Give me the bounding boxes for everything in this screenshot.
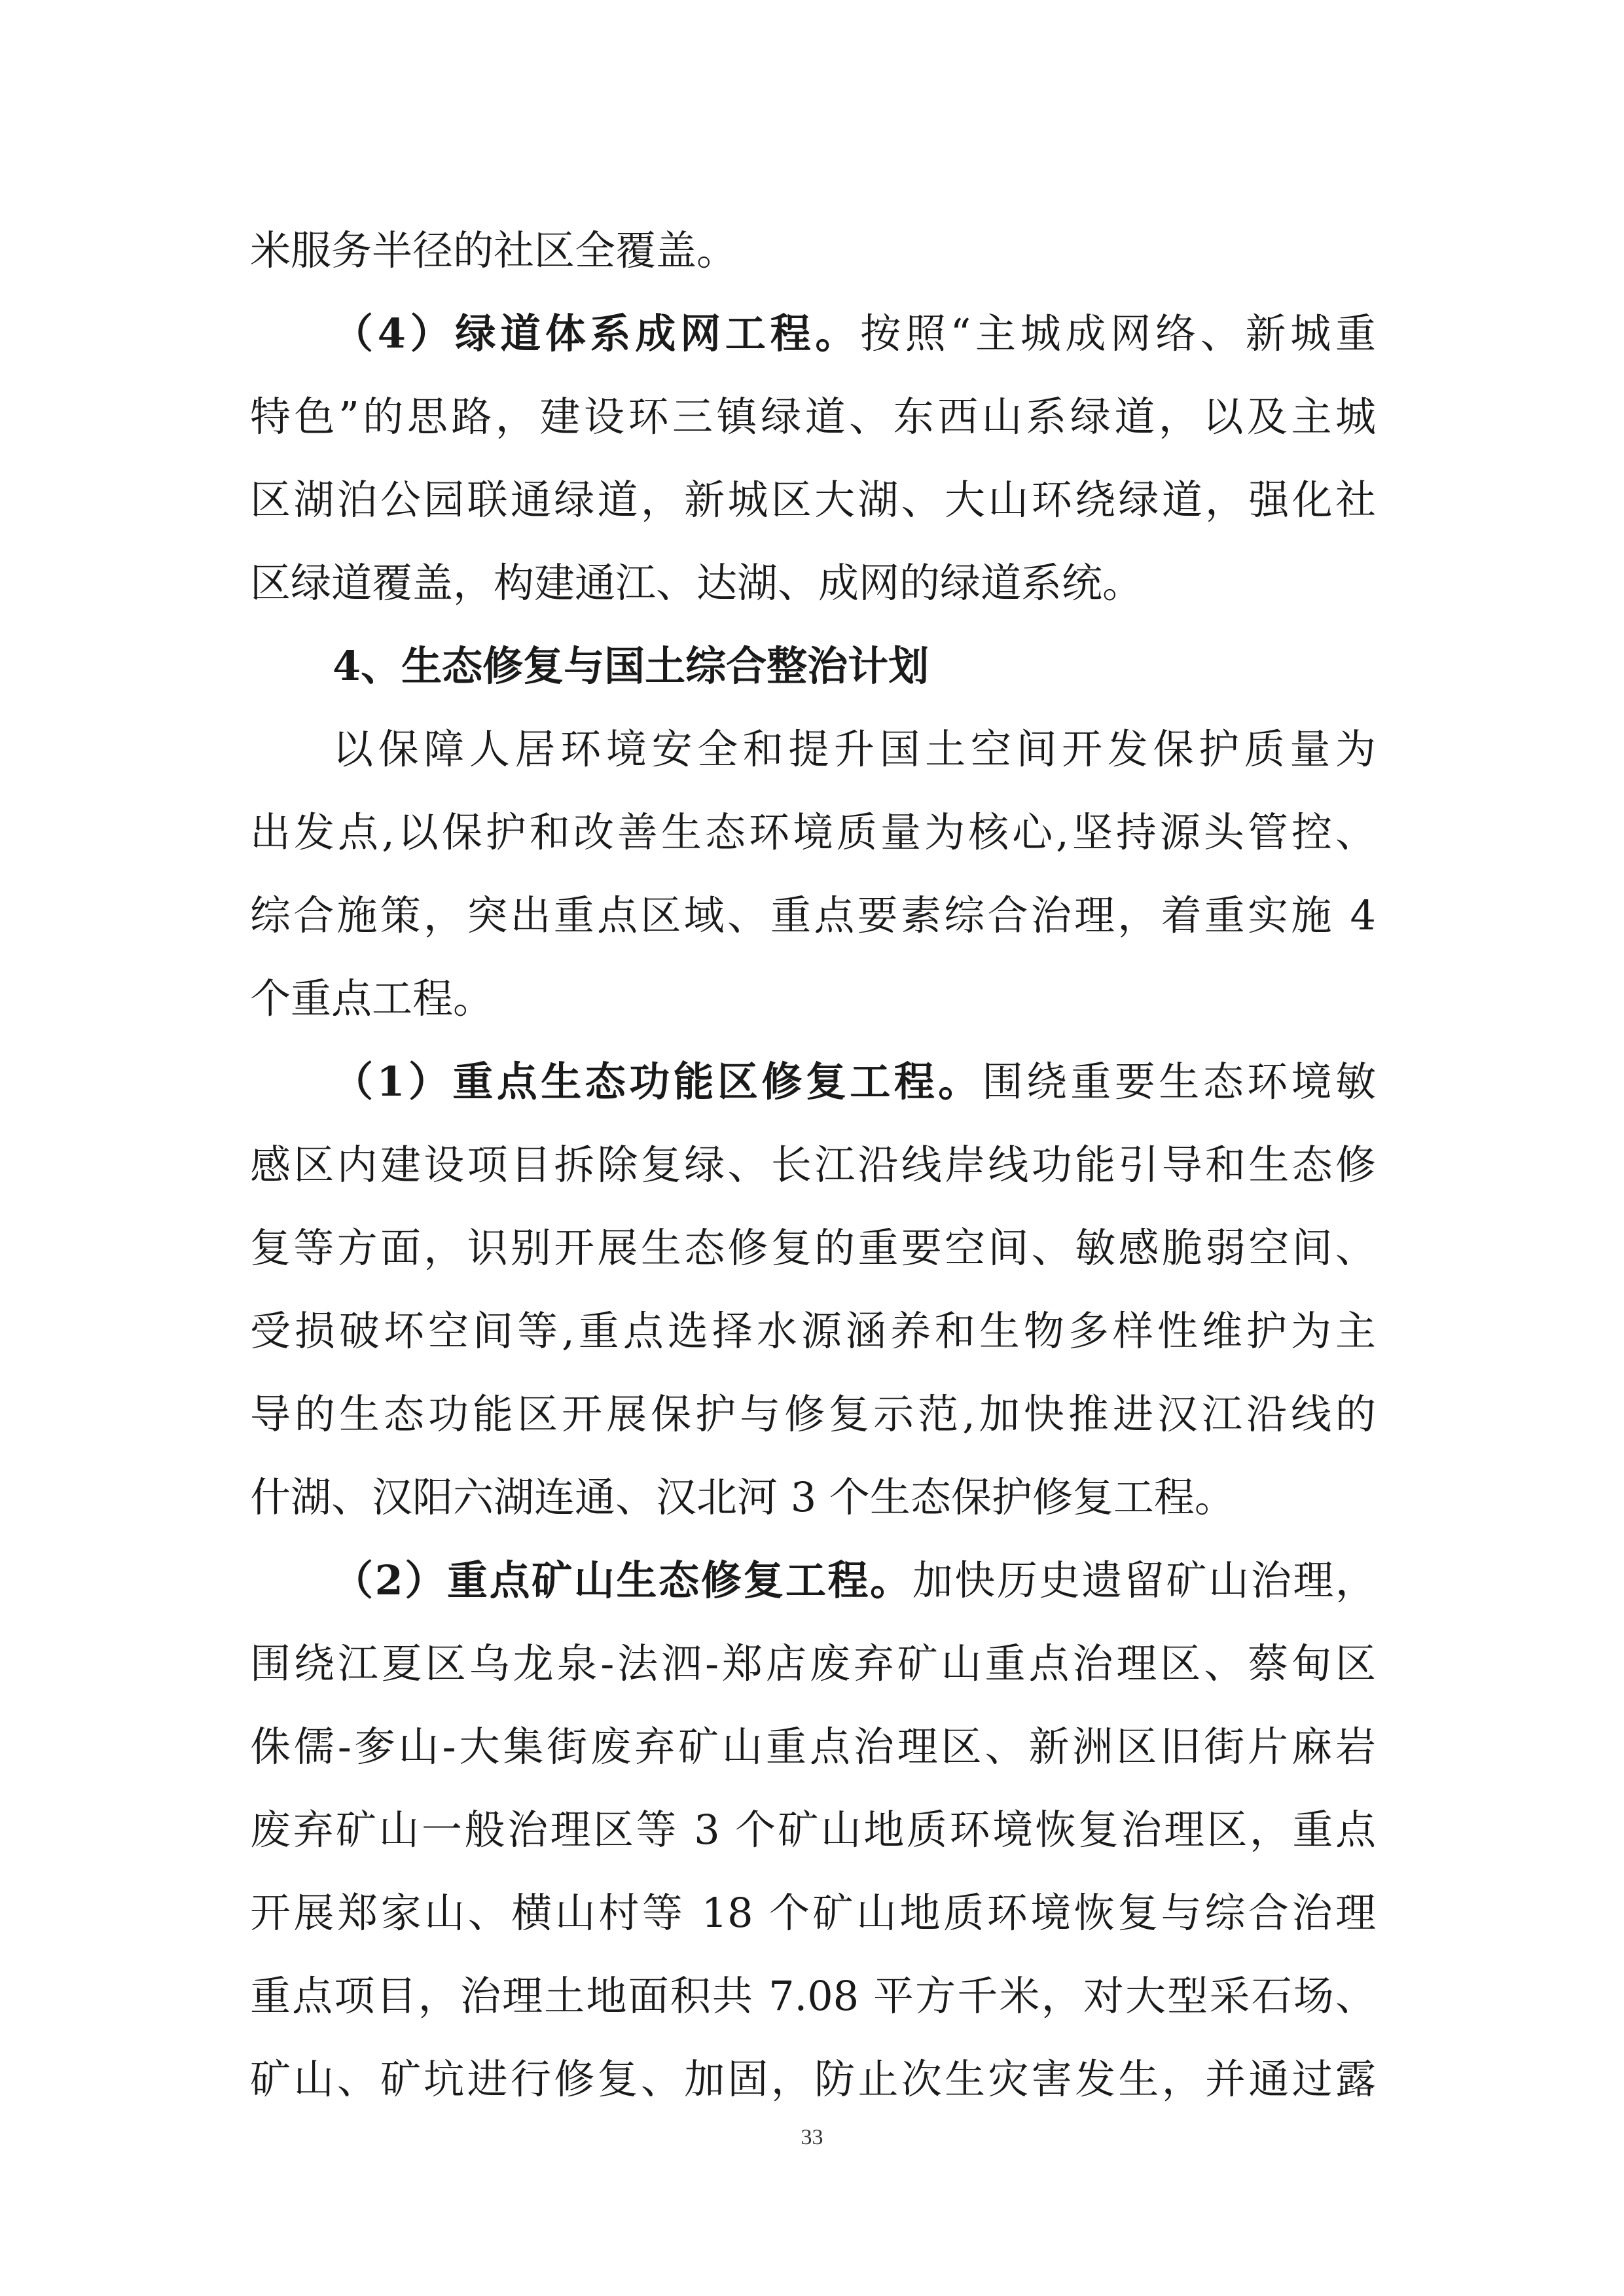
line-text: 围绕重要生态环境敏 [982,1058,1376,1105]
line-text: 区湖泊公园联通绿道，新城区大湖、大山环绕绿道，强化社 [250,476,1376,524]
line-text: 围绕江夏区乌龙泉-法泗-郑店废弃矿山重点治理区、蔡甸区 [250,1640,1376,1687]
paragraph-line [333,707,1376,792]
line-text: 复等方面，识别开展生态修复的重要空间、敏感脆弱空间、 [250,1224,1376,1272]
line-text: 什湖、汉阳六湖连通、汉北河 3 个生态保护修复工程。 [250,1473,1235,1521]
paragraph-line [250,457,1376,543]
page-number: 33 [801,2125,823,2149]
line-text: 侏儒-奓山-大集街废弃矿山重点治理区、新洲区旧街片麻岩 [250,1723,1376,1770]
paragraph-line [250,790,1376,875]
line-text: 加快历史遗留矿山治理， [912,1556,1376,1604]
paragraph-line [250,956,1376,1041]
line-text: 特色”的思路，建设环三镇绿道、东西山系绿道，以及主城 [250,393,1376,440]
line-text: 综合施策，突出重点区域、重点要素综合治理，着重实施 4 [250,891,1376,939]
paragraph-line [250,873,1376,958]
subheading-bold: （1）重点生态功能区修复工程。 [333,1058,983,1105]
heading-text: 4、生态修复与国土综合整治计划 [333,642,929,690]
line-text: 开展郑家山、横山村等 18 个矿山地质环境恢复与综合治理 [250,1889,1376,1937]
line-text: 区绿道覆盖，构建通江、达湖、成网的绿道系统。 [250,559,1144,607]
line-text: 受损破坏空间等,重点选择水源涵养和生物多样性维护为主 [250,1307,1376,1355]
line-text: 个重点工程。 [250,975,494,1022]
line-text: 废弃矿山一般治理区等 3 个矿山地质环境恢复治理区，重点 [250,1806,1376,1854]
line-text: 导的生态功能区开展保护与修复示范,加快推进汉江沿线的 [250,1390,1376,1438]
paragraph-line [250,1455,1376,1540]
paragraph-line [250,1871,1376,1956]
paragraph-line [250,1289,1376,1374]
paragraph-line [250,1621,1376,1706]
paragraph-line [250,374,1376,459]
paragraph-line [250,1206,1376,1291]
paragraph-line [250,2037,1376,2122]
paragraph-line [250,1704,1376,1789]
paragraph-line [250,1954,1376,2039]
line-text: 矿山、矿坑进行修复、加固，防止次生灾害发生，并通过露 [250,2055,1376,2103]
paragraph-line [250,541,1376,626]
line-text: 按照“主城成网络、新城重 [860,310,1376,357]
paragraph-line [250,1372,1376,1457]
subheading-bold: （4）绿道体系成网工程。 [333,310,861,357]
paragraph-line [250,1787,1376,1873]
subheading-bold: （2）重点矿山生态修复工程。 [333,1556,912,1604]
line-text: 出发点,以保护和改善生态环境质量为核心,坚持源头管控、 [250,808,1376,856]
line-text: 感区内建设项目拆除复绿、长江沿线岸线功能引导和生态修 [250,1141,1376,1189]
paragraph-line [333,1039,1376,1124]
line-text: 以保障人居环境安全和提升国土空间开发保护质量为 [333,725,1376,773]
paragraph-line [333,1538,1376,1623]
section-heading [333,624,1376,709]
line-text: 重点项目，治理土地面积共 7.08 平方千米，对大型采石场、 [250,1972,1376,2020]
paragraph-line [250,208,1376,293]
paragraph-line [333,291,1376,376]
line-text: 米服务半径的社区全覆盖。 [250,226,738,274]
paragraph-line [250,1122,1376,1208]
